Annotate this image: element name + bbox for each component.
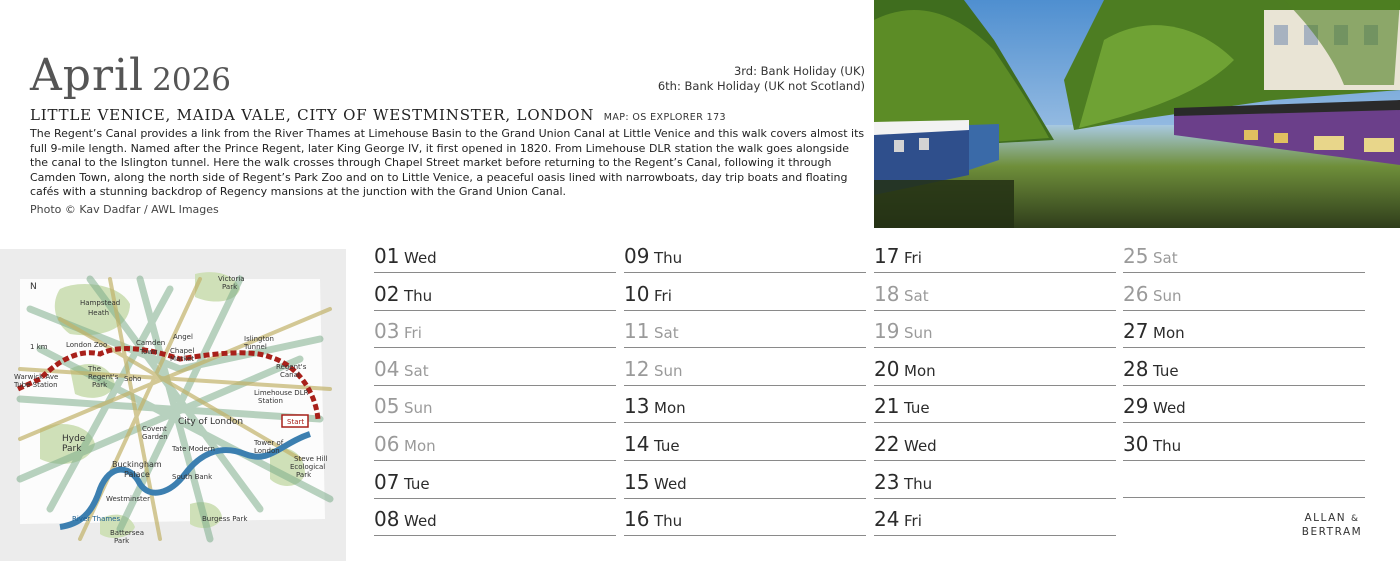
day-number: 13 — [624, 394, 650, 419]
calendar-day — [624, 352, 866, 386]
day-number: 08 — [374, 507, 400, 532]
route-map — [0, 249, 346, 561]
svg-text:Camden: Camden — [136, 339, 166, 347]
day-name: Sun — [904, 324, 933, 343]
calendar-day — [1123, 314, 1365, 348]
day-number: 22 — [874, 432, 900, 456]
calendar-day — [874, 239, 1116, 273]
publisher-name-1: ALLAN — [1304, 512, 1347, 524]
day-number: 14 — [624, 432, 650, 456]
day-name: Wed — [904, 437, 937, 455]
svg-text:Market: Market — [170, 355, 195, 363]
calendar-day — [374, 352, 616, 386]
day-name: Wed — [654, 474, 687, 493]
svg-text:Steve Hill: Steve Hill — [294, 455, 328, 463]
calendar-day — [374, 502, 616, 536]
calendar-day — [374, 465, 616, 499]
calendar-day — [874, 352, 1116, 386]
svg-text:1 km: 1 km — [30, 343, 48, 351]
svg-text:Warwick Ave: Warwick Ave — [14, 373, 59, 381]
day-name: Thu — [404, 286, 433, 305]
calendar-day — [374, 427, 616, 461]
day-name: Sat — [404, 361, 429, 380]
calendar-day — [1123, 352, 1365, 386]
day-name: Fri — [654, 286, 672, 305]
photo-credit: Photo © Kav Dadfar / AWL Images — [30, 203, 219, 216]
svg-text:N: N — [30, 282, 37, 292]
calendar-day — [624, 465, 866, 499]
svg-text:Palace: Palace — [124, 470, 150, 479]
holiday-item: 3rd: Bank Holiday (UK) — [733, 64, 865, 78]
calendar-day — [624, 427, 866, 461]
day-name: Sun — [404, 399, 433, 418]
day-name: Sat — [1153, 249, 1178, 267]
day-name: Fri — [904, 512, 922, 531]
calendar-day — [874, 427, 1116, 461]
svg-text:Park: Park — [114, 537, 130, 545]
svg-text:Garden: Garden — [142, 433, 168, 441]
calendar-blank-line — [1123, 464, 1365, 498]
calendar-day — [874, 465, 1116, 499]
calendar-day — [624, 389, 866, 423]
day-number: 04 — [374, 356, 400, 381]
day-number: 12 — [624, 356, 650, 381]
svg-text:Angel: Angel — [173, 333, 193, 341]
svg-text:Town: Town — [140, 348, 158, 356]
month-title — [30, 50, 231, 101]
day-number: 27 — [1123, 319, 1149, 344]
day-number: 29 — [1123, 394, 1149, 419]
svg-text:Station: Station — [258, 397, 283, 405]
svg-text:Tower of: Tower of — [254, 439, 284, 447]
svg-text:Burgess Park: Burgess Park — [202, 515, 248, 523]
svg-text:Park: Park — [296, 471, 312, 479]
publisher-logo — [1296, 512, 1368, 539]
day-name: Thu — [904, 474, 933, 493]
calendar-day — [1123, 277, 1365, 311]
calendar-day — [1123, 389, 1365, 423]
day-number: 30 — [1123, 432, 1149, 456]
svg-text:Park: Park — [92, 381, 108, 389]
calendar-day — [374, 314, 616, 348]
svg-text:Buckingham: Buckingham — [112, 460, 162, 469]
calendar-day — [374, 389, 616, 423]
svg-text:Victoria: Victoria — [218, 275, 245, 283]
svg-text:Islington: Islington — [244, 335, 274, 343]
canal-photo-illustration — [874, 0, 1400, 228]
day-name: Wed — [404, 249, 437, 267]
calendar-day — [874, 277, 1116, 311]
svg-text:Canal: Canal — [280, 371, 300, 379]
day-number: 21 — [874, 394, 900, 419]
walk-description: The Regent’s Canal provides a link from the River Thames at Limehouse Basin to the Grand Union Canal at Little Venice and this walk covers almost its full 9-mile length. Named after the Prince Regent, later King George IV, it first opened in 1820. From Limehouse DLR station the walk goes alongside the canal to the Islington tunnel. Here the walk crosses through Chapel Street market before returning to the Regent’s Canal, following it through Camden Town, along the north side of Regent’s Park Zoo and on to Little Venice, a peaceful oasis lined with narrowboats, day trip boats and floating cafés with a stunning backdrop of Regency mansions at the junction with the Grand Union Canal. — [30, 127, 865, 198]
calendar-day — [1123, 427, 1365, 461]
svg-text:Westminster: Westminster — [106, 495, 150, 503]
day-number: 17 — [874, 244, 900, 268]
map-reference: MAP: OS EXPLORER 173 — [603, 112, 726, 123]
calendar-day — [874, 502, 1116, 536]
calendar-day — [874, 314, 1116, 348]
day-number: 28 — [1123, 356, 1149, 381]
day-name: Sat — [904, 286, 929, 305]
day-name: Tue — [1153, 361, 1179, 380]
day-number: 16 — [624, 507, 650, 532]
route-map-illustration — [0, 249, 346, 561]
day-name: Tue — [654, 437, 680, 455]
calendar-day — [1123, 239, 1365, 273]
svg-text:Tate Modern: Tate Modern — [172, 445, 215, 453]
svg-text:Hyde: Hyde — [62, 434, 86, 444]
svg-text:City of London: City of London — [178, 417, 244, 427]
calendar-day — [624, 314, 866, 348]
svg-text:Battersea: Battersea — [110, 529, 145, 537]
day-name: Mon — [404, 437, 436, 455]
day-number: 24 — [874, 507, 900, 532]
day-number: 07 — [374, 469, 400, 494]
day-number: 23 — [874, 469, 900, 494]
svg-text:Tube Station: Tube Station — [14, 381, 58, 389]
day-number: 15 — [624, 469, 650, 494]
day-number: 02 — [374, 281, 400, 306]
day-name: Tue — [404, 474, 430, 493]
svg-text:Park: Park — [62, 444, 82, 454]
calendar-day — [624, 239, 866, 273]
publisher-ampersand: & — [1350, 514, 1360, 524]
day-name: Wed — [1153, 399, 1186, 418]
day-name: Thu — [654, 249, 683, 267]
day-number: 10 — [624, 281, 650, 306]
day-name: Thu — [654, 512, 683, 531]
svg-text:Soho: Soho — [124, 375, 142, 383]
day-name: Tue — [904, 399, 930, 418]
day-number: 19 — [874, 319, 900, 344]
location-heading — [30, 106, 726, 124]
day-name: Thu — [1153, 437, 1182, 455]
svg-text:Heath: Heath — [88, 309, 110, 317]
day-name: Sun — [1153, 286, 1182, 305]
day-number: 03 — [374, 319, 400, 344]
holiday-list — [658, 64, 865, 94]
day-number: 20 — [874, 356, 900, 381]
day-number: 01 — [374, 244, 400, 268]
day-number: 06 — [374, 432, 400, 456]
calendar-day — [874, 389, 1116, 423]
day-name: Mon — [1153, 324, 1185, 343]
day-number: 09 — [624, 244, 650, 268]
svg-text:The: The — [88, 365, 102, 373]
day-name: Mon — [904, 361, 936, 380]
publisher-name-2: BERTRAM — [1301, 526, 1363, 538]
day-number: 26 — [1123, 281, 1149, 306]
canal-photo — [874, 0, 1400, 228]
day-name: Fri — [404, 324, 422, 343]
svg-text:Hampstead: Hampstead — [80, 299, 121, 307]
day-name: Fri — [904, 249, 922, 267]
location-name: LITTLE VENICE, MAIDA VALE, CITY OF WESTMINSTER, LONDON — [30, 106, 595, 124]
month-name: April — [30, 50, 145, 101]
svg-text:Regent's: Regent's — [276, 363, 307, 371]
calendar-day — [374, 277, 616, 311]
svg-text:Chapel: Chapel — [170, 347, 195, 355]
svg-text:South Bank: South Bank — [172, 473, 213, 481]
svg-text:Covent: Covent — [142, 425, 167, 433]
svg-text:Regent's: Regent's — [88, 373, 119, 381]
svg-text:London: London — [254, 447, 280, 455]
day-number: 11 — [624, 319, 650, 344]
svg-text:London Zoo: London Zoo — [66, 341, 108, 349]
svg-text:River Thames: River Thames — [72, 515, 121, 523]
day-name: Wed — [404, 512, 437, 531]
calendar-day — [624, 277, 866, 311]
svg-text:Tunnel: Tunnel — [244, 343, 267, 351]
day-name: Sat — [654, 324, 679, 343]
calendar-day — [374, 239, 616, 273]
day-name: Mon — [654, 399, 686, 418]
svg-text:Start: Start — [287, 418, 305, 426]
svg-text:Park: Park — [222, 283, 238, 291]
day-number: 25 — [1123, 244, 1149, 268]
holiday-item: 6th: Bank Holiday (UK not Scotland) — [657, 79, 865, 93]
svg-text:Limehouse DLR: Limehouse DLR — [254, 389, 309, 397]
day-name: Sun — [654, 361, 683, 380]
day-number: 18 — [874, 281, 900, 306]
day-number: 05 — [374, 394, 400, 419]
svg-text:Ecological: Ecological — [290, 463, 326, 471]
year: 2026 — [152, 62, 232, 98]
calendar-day — [624, 502, 866, 536]
